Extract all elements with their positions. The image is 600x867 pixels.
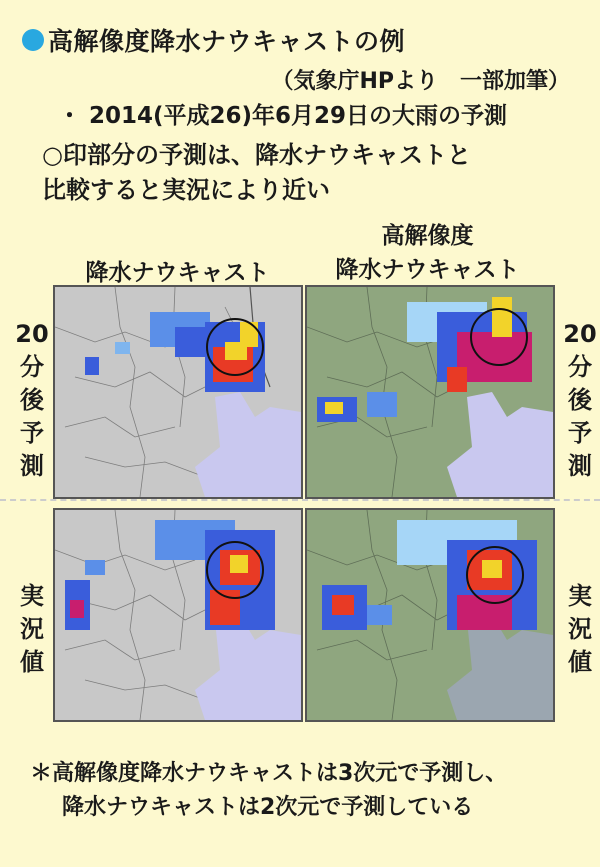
row-label-char: 実: [20, 582, 44, 610]
row-label-char: 値: [568, 648, 592, 676]
row-label-char: 20: [563, 320, 597, 348]
map-hires-observed: [305, 508, 555, 722]
row-label-char: 測: [568, 452, 592, 480]
row-label-char: 予: [20, 419, 44, 447]
row-label-char: 分: [20, 353, 44, 381]
row-label-forecast-left: [12, 318, 52, 483]
column-header-hires-line2: 降水ナウキャスト: [335, 257, 520, 283]
bullet-dot-icon: [22, 29, 44, 51]
page-title: 高解像度降水ナウキャストの例: [48, 27, 406, 56]
title-row: [22, 22, 405, 58]
row-label-char: 況: [568, 615, 592, 643]
column-header-hires-line1: 高解像度: [381, 223, 474, 249]
footnote-line-1: ＊高解像度降水ナウキャストは3次元で予測し、: [30, 761, 508, 786]
row-label-observed-left: [12, 580, 52, 679]
row-label-char: 実: [568, 582, 592, 610]
source-note: （気象庁HPより 一部加筆）: [271, 69, 570, 94]
map-nowcast-observed: [53, 508, 303, 722]
map-hires-forecast: [305, 285, 555, 499]
row-label-char: 後: [20, 386, 44, 414]
row-label-char: 分: [568, 353, 592, 381]
date-line: ・ 2014(平成26)年6月29日の大雨の予測: [58, 103, 508, 129]
row-label-char: 測: [20, 452, 44, 480]
footnote-line-2: 降水ナウキャストは2次元で予測している: [62, 795, 474, 820]
row-label-char: 後: [568, 386, 592, 414]
column-header-hires: [305, 219, 550, 287]
row-label-char: 予: [568, 419, 592, 447]
row-label-char: 20: [15, 320, 49, 348]
map-nowcast-forecast: [53, 285, 303, 499]
row-label-forecast-right: [560, 318, 600, 483]
description-line-1: ○印部分の予測は、降水ナウキャストと: [42, 141, 471, 169]
row-label-observed-right: [560, 580, 600, 679]
description-line-2: 比較すると実況により近い: [42, 176, 330, 204]
row-label-char: 況: [20, 615, 44, 643]
row-label-char: 値: [20, 648, 44, 676]
row-divider: [0, 499, 600, 501]
column-header-nowcast: 降水ナウキャスト: [85, 260, 270, 286]
